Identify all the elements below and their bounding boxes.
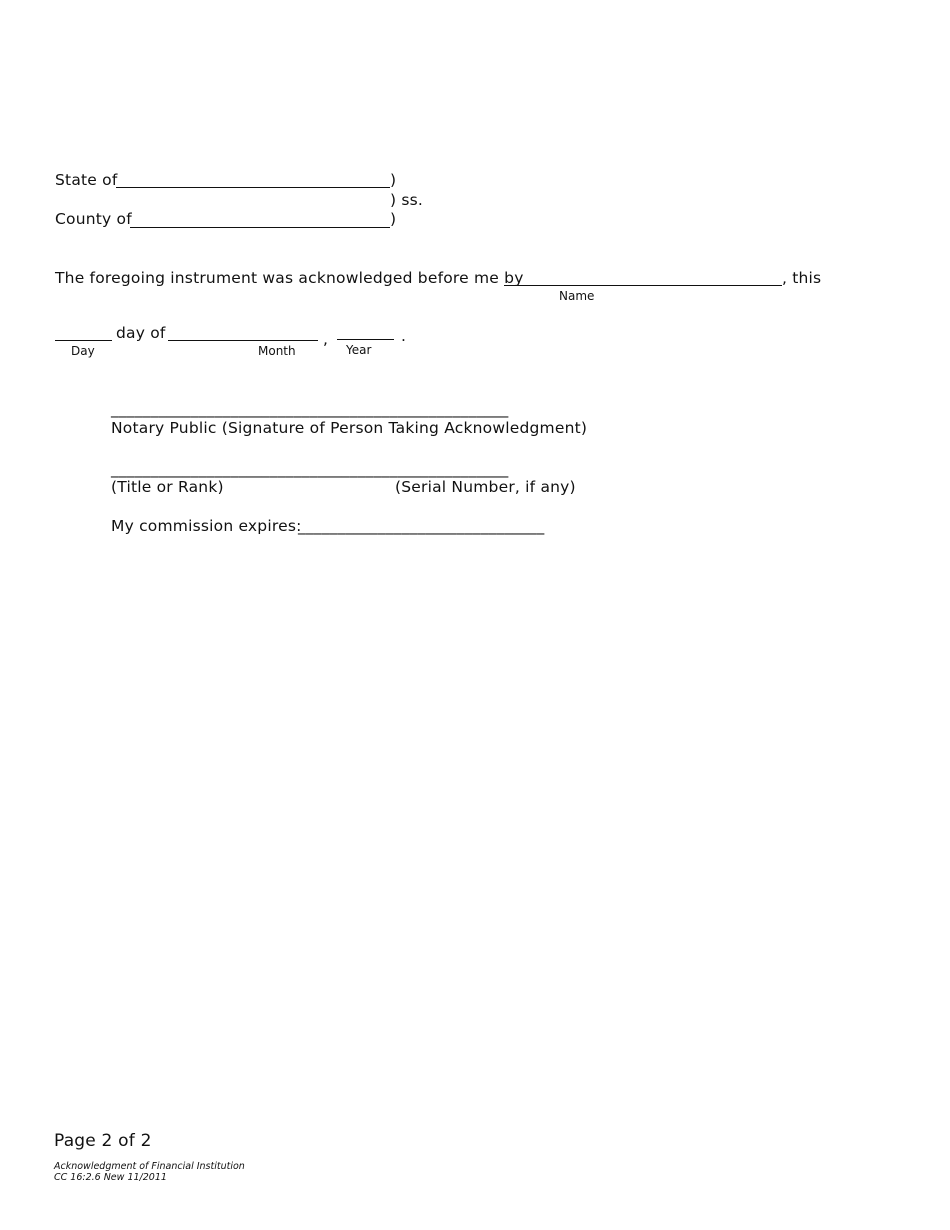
this-text: , this bbox=[782, 269, 822, 287]
state-label: State of bbox=[55, 171, 118, 189]
signature-blank[interactable]: __________________________________________________ bbox=[111, 400, 509, 418]
commission-label: My commission expires: bbox=[111, 517, 302, 535]
state-blank[interactable] bbox=[116, 187, 390, 188]
name-blank[interactable] bbox=[504, 285, 782, 286]
form-title: Acknowledgment of Financial Institution bbox=[54, 1161, 245, 1172]
county-blank[interactable] bbox=[130, 227, 390, 228]
venue-paren-bottom: ) bbox=[390, 210, 397, 228]
month-blank[interactable] bbox=[168, 340, 318, 341]
date-comma: , bbox=[323, 330, 329, 348]
date-period: . bbox=[401, 327, 407, 345]
day-blank[interactable] bbox=[55, 340, 112, 341]
title-caption: (Title or Rank) bbox=[111, 478, 224, 496]
venue-paren-top: ) bbox=[390, 171, 397, 189]
acknowledgment-statement: The foregoing instrument was acknowledged before me by bbox=[55, 269, 524, 287]
day-of-text: day of bbox=[116, 324, 166, 342]
month-caption: Month bbox=[258, 344, 296, 358]
county-label: County of bbox=[55, 210, 132, 228]
commission-blank[interactable]: _______________________________ bbox=[298, 517, 545, 535]
serial-caption: (Serial Number, if any) bbox=[395, 478, 576, 496]
year-caption: Year bbox=[346, 343, 372, 357]
page-number: Page 2 of 2 bbox=[54, 1131, 152, 1151]
venue-ss: ) ss. bbox=[390, 191, 424, 209]
name-caption: Name bbox=[559, 289, 595, 303]
day-caption: Day bbox=[71, 344, 95, 358]
year-blank[interactable] bbox=[337, 339, 394, 340]
signature-caption: Notary Public (Signature of Person Taking Acknowledgment) bbox=[111, 419, 588, 437]
title-blank[interactable]: __________________________________________________ bbox=[111, 460, 509, 478]
form-code: CC 16:2.6 New 11/2011 bbox=[54, 1172, 167, 1183]
